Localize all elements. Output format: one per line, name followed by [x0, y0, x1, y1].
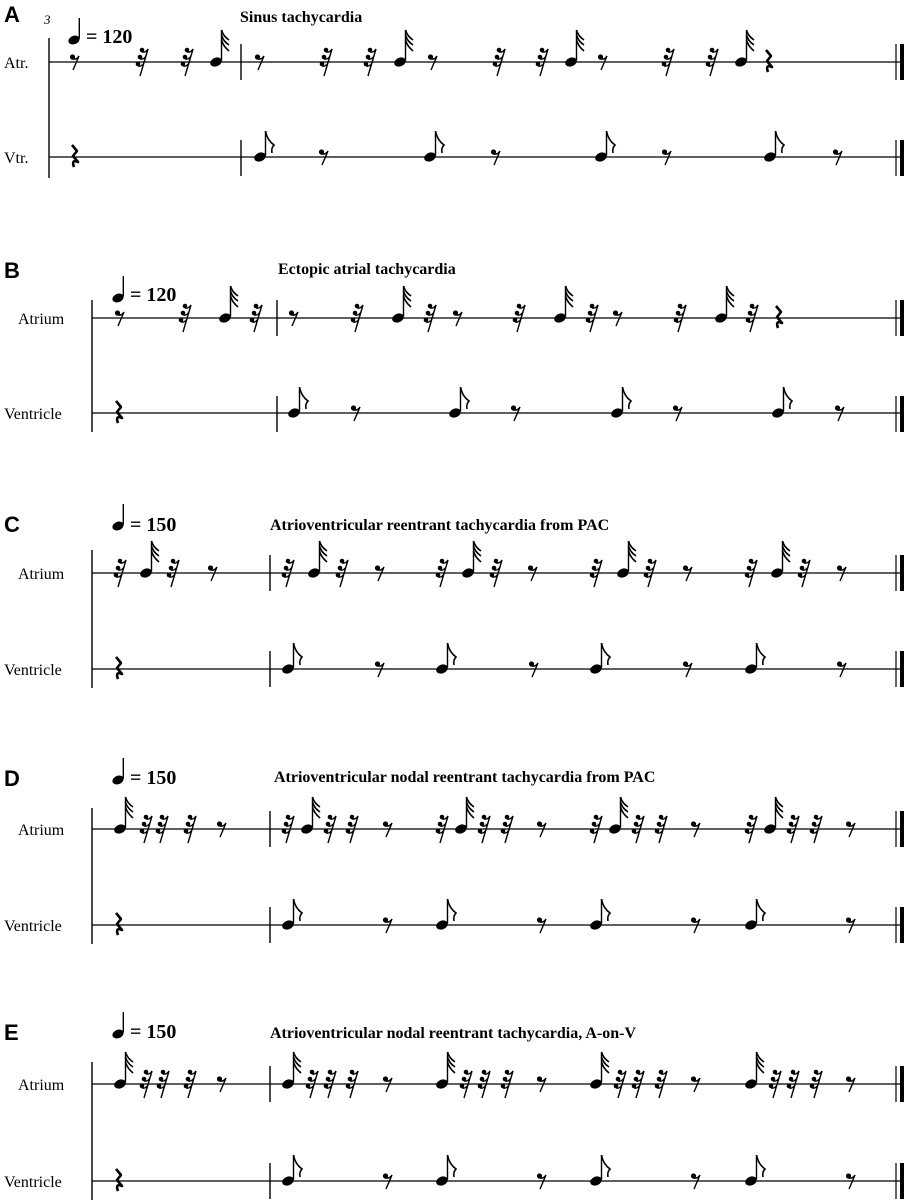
panel-letter: E	[4, 1020, 19, 1045]
atrium-rhythm	[113, 1052, 855, 1098]
ventricle-rhythm	[116, 387, 844, 423]
tempo-note-icon	[111, 276, 125, 304]
tempo-marking: = 120	[86, 26, 133, 48]
atrium-label: Atr.	[4, 55, 29, 72]
ventricle-label: Ventricle	[4, 1174, 62, 1191]
panel-title: Atrioventricular reentrant tachycardia from PAC	[270, 517, 610, 534]
tuplet-mark: 3	[44, 12, 51, 27]
tempo-marking: = 150	[130, 514, 177, 536]
atrium-label: Atrium	[18, 566, 65, 583]
atrium-rhythm	[113, 797, 855, 843]
panel-letter: C	[4, 512, 20, 537]
atrium-label: Atrium	[18, 311, 65, 328]
panel-e	[4, 1012, 902, 1200]
panel-d	[4, 758, 902, 944]
panel-letter: B	[4, 258, 20, 283]
panel-title: Atrioventricular nodal reentrant tachycardia from PAC	[274, 769, 656, 786]
ventricle-label: Ventricle	[4, 662, 62, 679]
atrium-rhythm	[115, 286, 782, 332]
panel-title: Atrioventricular nodal reentrant tachycardia, A-on-V	[270, 1025, 637, 1042]
ventricle-label: Vtr.	[4, 150, 29, 167]
atrium-rhythm	[70, 30, 772, 76]
tempo-note-icon	[111, 1012, 125, 1040]
atrium-rhythm	[114, 541, 846, 587]
panel-letter: D	[4, 766, 20, 791]
ventricle-rhythm	[116, 643, 846, 679]
ventricle-rhythm	[116, 899, 855, 935]
tempo-marking: = 120	[130, 284, 177, 306]
tempo-marking: = 150	[130, 767, 177, 789]
tempo-note-icon	[111, 504, 125, 532]
atrium-label: Atrium	[18, 822, 65, 839]
panel-c	[4, 504, 902, 688]
panel-letter: A	[4, 2, 20, 27]
ventricle-rhythm	[72, 131, 842, 167]
panel-title: Sinus tachycardia	[240, 9, 363, 26]
tempo-note-icon	[111, 758, 125, 786]
ventricle-rhythm	[116, 1155, 855, 1191]
tempo-marking: = 150	[130, 1021, 177, 1043]
ventricle-label: Ventricle	[4, 918, 62, 935]
panel-a	[4, 2, 902, 178]
tempo-note-icon	[67, 18, 81, 46]
atrium-label: Atrium	[18, 1077, 65, 1094]
ventricle-label: Ventricle	[4, 406, 62, 423]
panel-title: Ectopic atrial tachycardia	[278, 261, 456, 278]
panel-b	[4, 258, 902, 432]
